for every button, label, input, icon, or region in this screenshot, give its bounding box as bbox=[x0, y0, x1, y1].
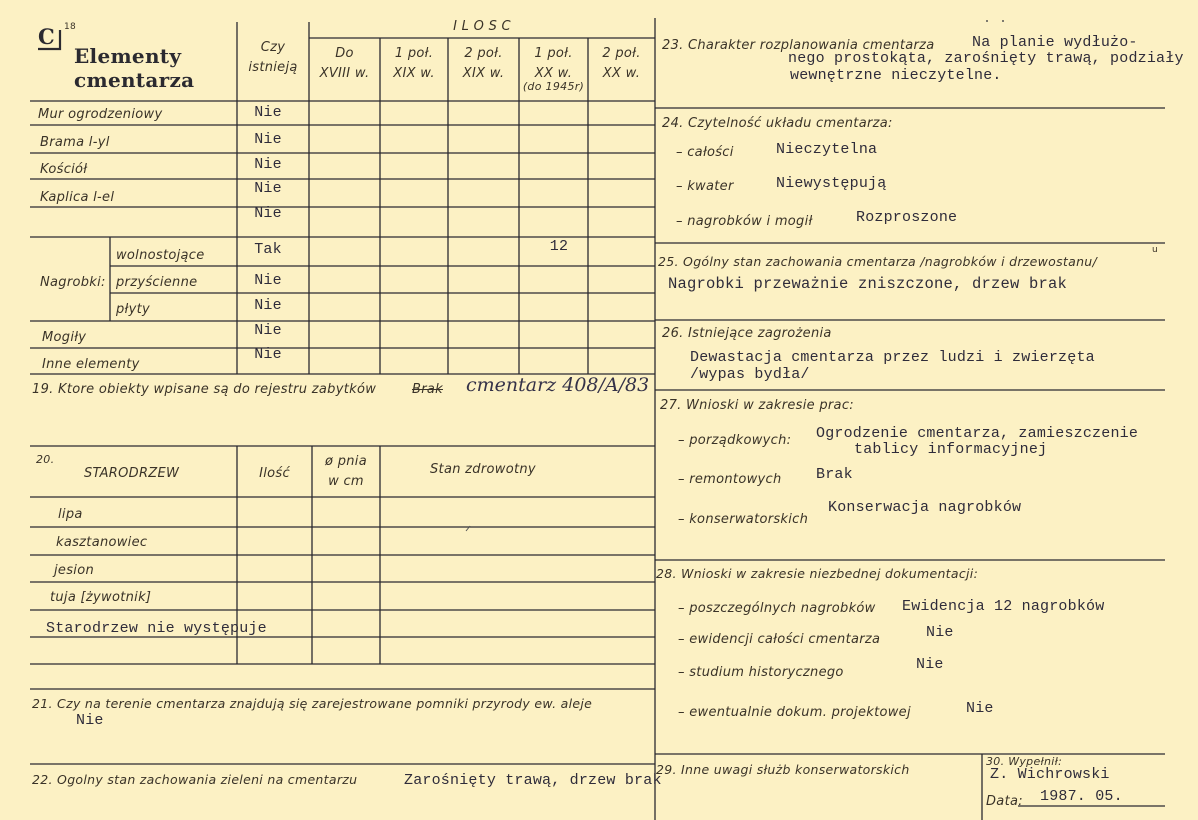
q28-item2-label: – ewidencji całości cmentarza bbox=[678, 632, 881, 647]
card-superscript: 18 bbox=[64, 22, 77, 32]
nagrobki-label: Nagrobki: bbox=[40, 275, 106, 290]
q23-line2: nego prostokąta, zarośnięty trawą, podziały bbox=[788, 50, 1184, 67]
q26-line2: /wypas bydła/ bbox=[690, 366, 810, 383]
q24-item3-value: Rozproszone bbox=[856, 209, 958, 226]
col-czy-line1: Czy bbox=[260, 40, 286, 55]
q30-data-value: 1987. 05. bbox=[1040, 788, 1123, 805]
q28-item3-value: Nie bbox=[916, 656, 944, 673]
q24-item1-value: Nieczytelna bbox=[776, 141, 878, 158]
mogily-label: Mogiły bbox=[42, 330, 87, 345]
card-title-line2: cmentarza bbox=[74, 68, 195, 92]
row-value-brama: Nie bbox=[254, 131, 282, 148]
q20-tree-2: kasztanowiec bbox=[56, 535, 148, 550]
q21-label: 21. Czy na terenie cmentarza znajdują się zarejestrowane pomniki przyrody ew. aleje bbox=[32, 696, 593, 711]
q26-line1: Dewastacja cmentarza przez ludzi i zwierzęta bbox=[690, 349, 1095, 366]
q20-header-ilosc: Ilość bbox=[259, 466, 290, 481]
q20-tree-1: lipa bbox=[58, 507, 83, 522]
nagrobki-label-plyty: płyty bbox=[116, 302, 150, 317]
q28-item4-value: Nie bbox=[966, 700, 994, 717]
q23-line1: Na planie wydłużo- bbox=[972, 34, 1138, 51]
inne-value: Nie bbox=[254, 346, 282, 363]
q20-num: 20. bbox=[36, 453, 55, 466]
q23-label: 23. Charakter rozplanowania cmentarza bbox=[662, 38, 935, 53]
row-value-kosciol: Nie bbox=[254, 156, 282, 173]
nagrobki-label-wolnostojace: wolnostojące bbox=[116, 248, 205, 263]
col-3-line2: XIX w. bbox=[462, 66, 505, 81]
q25-sup: u bbox=[1152, 245, 1159, 255]
nagrobki-count-wolnostojace: 12 bbox=[549, 238, 569, 255]
q30-value: Z. Wichrowski bbox=[990, 766, 1110, 783]
q28-item4-label: – ewentualnie dokum. projektowej bbox=[678, 705, 911, 720]
q28-item1-value: Ewidencja 12 nagrobków bbox=[902, 598, 1105, 615]
q30-label: 30. Wypełnił: bbox=[986, 755, 1063, 768]
row-label-kaplica: Kaplica l-el bbox=[40, 190, 115, 205]
q20-note: Starodrzew nie występuje bbox=[46, 620, 267, 637]
q24-item2-value: Niewystępują bbox=[776, 175, 887, 192]
q27-item1-label: – porządkowych: bbox=[678, 433, 792, 448]
q27-item1-line1: Ogrodzenie cmentarza, zamieszczenie bbox=[816, 425, 1139, 442]
col-5-line2: XX w. bbox=[602, 66, 641, 81]
row-value-kaplica: Nie bbox=[254, 180, 282, 197]
q24-item3-label: – nagrobków i mogił bbox=[676, 214, 813, 229]
q24-label: 24. Czytelność układu cmentarza: bbox=[662, 116, 893, 131]
q21-value: Nie bbox=[76, 712, 104, 729]
q29-label: 29. Inne uwagi służb konserwatorskich bbox=[656, 762, 910, 777]
q19-struck: Brak bbox=[412, 382, 443, 397]
card-letter: C bbox=[38, 24, 56, 49]
q26-label: 26. Istniejące zagrożenia bbox=[662, 326, 832, 341]
col-3-line1: 2 poł. bbox=[464, 46, 503, 61]
card-title-line1: Elementy bbox=[74, 44, 182, 68]
q28-item3-label: – studium historycznego bbox=[678, 665, 844, 680]
col-ilosc-header: I L O S C bbox=[453, 19, 511, 34]
col-czy-line2: istnieją bbox=[248, 60, 298, 75]
col-2-line1: 1 poł. bbox=[394, 46, 434, 61]
q19-handwritten: cmentarz 408/A/83 bbox=[466, 374, 650, 396]
row-label-brama: Brama l-yl bbox=[40, 135, 110, 150]
q28-item2-value: Nie bbox=[926, 624, 954, 641]
q20-tree-3: jesion bbox=[54, 563, 94, 578]
q28-label: 28. Wnioski w zakresie niezbednej dokumentacji: bbox=[656, 566, 979, 581]
q23-line3: wewnętrzne nieczytelne. bbox=[790, 67, 1002, 84]
row-value-mur: Nie bbox=[254, 104, 282, 121]
mogily-value: Nie bbox=[254, 322, 282, 339]
q25-value: Nagrobki przeważnie zniszczone, drzew brak bbox=[668, 275, 1068, 293]
q27-item2-value: Brak bbox=[816, 466, 853, 483]
q27-label: 27. Wnioski w zakresie prac: bbox=[660, 398, 854, 413]
inne-label: Inne elementy bbox=[42, 357, 140, 372]
q19-label: 19. Ktore obiekty wpisane są do rejestru zabytków bbox=[32, 382, 377, 397]
nagrobki-value-plyty: Nie bbox=[254, 297, 282, 314]
col-2-line2: XIX w. bbox=[393, 66, 435, 81]
q22-value: Zarośnięty trawą, drzew brak bbox=[404, 772, 662, 789]
q27-item3-label: – konserwatorskich bbox=[678, 512, 809, 527]
q24-item1-label: – całości bbox=[676, 145, 734, 160]
nagrobki-value-przyscienne: Nie bbox=[254, 272, 282, 289]
q27-item2-label: – remontowych bbox=[678, 472, 782, 487]
q24-item2-label: – kwater bbox=[676, 179, 734, 194]
row-label-kosciol: Kościół bbox=[40, 162, 88, 177]
q25-label: 25. Ogólny stan zachowania cmentarza /nagrobków i drzewostanu/ bbox=[658, 254, 1098, 269]
col-4-line2: XX w. bbox=[534, 66, 573, 81]
row-value-empty: Nie bbox=[254, 205, 282, 222]
q20-header-starodrzew: STARODRZEW bbox=[84, 466, 180, 481]
q22-label: 22. Ogolny stan zachowania zieleni na cmentarzu bbox=[32, 772, 358, 787]
col-4-line1: 1 poł. bbox=[534, 46, 573, 61]
q20-tree-4: tuja [żywotnik] bbox=[50, 590, 152, 605]
row-label-mur: Mur ogrodzeniowy bbox=[38, 107, 163, 122]
col-4-line3: (do 1945r) bbox=[522, 80, 585, 93]
q30-data-label: Data: bbox=[986, 794, 1023, 809]
nagrobki-value-wolnostojace: Tak bbox=[254, 241, 282, 258]
q27-item1-line2: tablicy informacyjnej bbox=[854, 441, 1048, 458]
q27-item3-value: Konserwacja nagrobków bbox=[828, 499, 1022, 516]
col-5-line1: 2 poł. bbox=[602, 46, 641, 61]
q20-header-pnia-line2: w cm bbox=[328, 474, 364, 489]
q20-header-stan: Stan zdrowotny bbox=[430, 462, 536, 477]
q20-header-pnia-line1: ø pnia bbox=[325, 454, 367, 469]
q28-item1-label: – poszczególnych nagrobków bbox=[678, 601, 876, 616]
nagrobki-label-przyscienne: przyścienne bbox=[116, 275, 198, 290]
col-1-line2: XVIII w. bbox=[319, 66, 370, 81]
col-1-line1: Do bbox=[335, 46, 354, 61]
